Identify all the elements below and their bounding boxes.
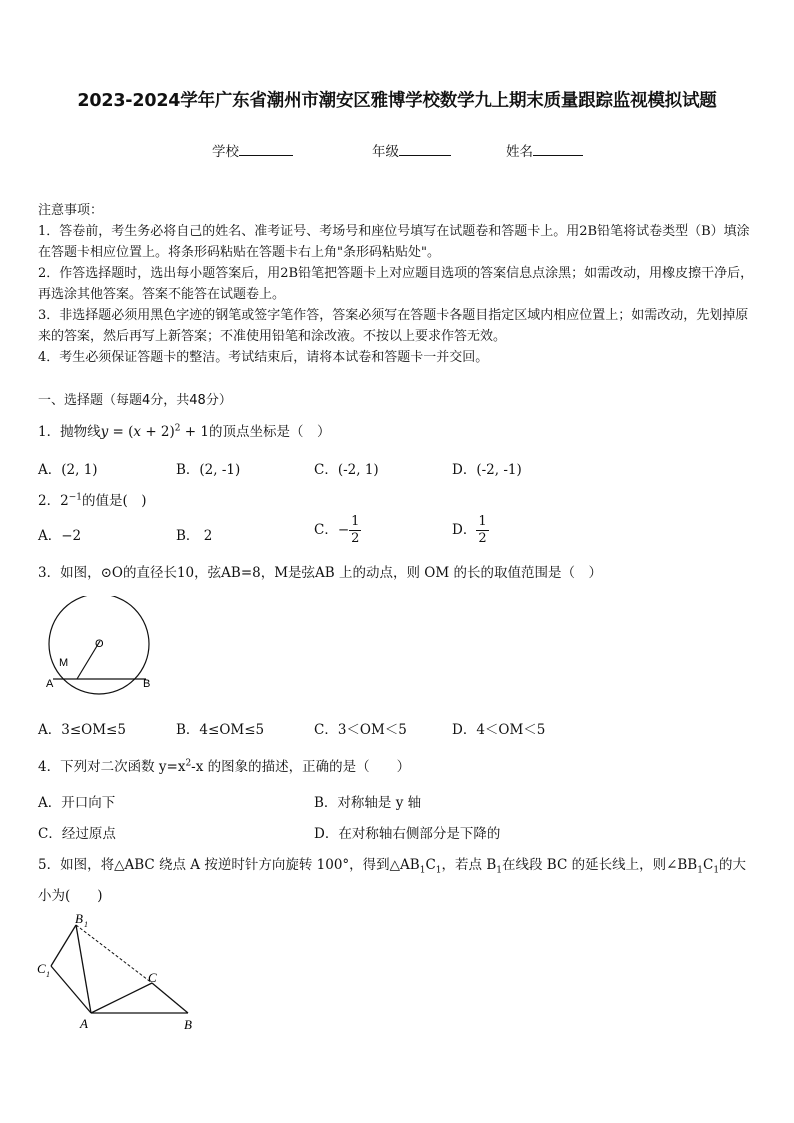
question-2 [38, 489, 147, 509]
q2-option-c-label: C．− [314, 522, 350, 538]
grade-label: 年级 [372, 144, 399, 160]
label-a: A [80, 1016, 88, 1031]
note-item-4: 4．考生必须保证答题卡的整洁。考试结束后，请将本试卷和答题卡一并交回。 [38, 350, 489, 365]
grade-blank [399, 143, 451, 156]
school-blank [239, 143, 293, 156]
note-item-3: 3．非选择题必须用黑色字迹的钢笔或签字笔作答，答案必须写在答题卡各题目指定区域内相应位置上；如需改动，先划掉原来的答案，然后再写上新答案；不准使用铅笔和涂改液。不按以上要求作答无效。 [38, 308, 749, 344]
q5-sub: 1 [713, 865, 720, 876]
notes-heading: 注意事项： [38, 203, 104, 218]
q3-option-d: D．4＜OM＜5 [452, 722, 546, 738]
q5-text-a: 5．如图，将△ABC 绕点 A 按逆时针方向旋转 100°，得到△AB [38, 857, 420, 873]
question-1 [38, 420, 331, 440]
q4-option-a: A．开口向下 [38, 795, 116, 811]
label-c: C [148, 970, 157, 985]
name-label: 姓名 [506, 144, 533, 160]
q2-base: 2 [60, 493, 69, 509]
segment-b1c1 [51, 925, 76, 966]
notes-section [38, 200, 758, 368]
q5-text-d: 在线段 BC 的延长线上，则∠BB [501, 857, 698, 873]
fraction-denominator: 2 [351, 531, 360, 546]
name-field [506, 140, 583, 160]
q5-sub: 1 [697, 865, 703, 876]
segment-cb [152, 983, 188, 1013]
q1-formula-exp: 2 [174, 423, 181, 434]
q1-formula-tail: + 1 [180, 424, 209, 440]
q3-option-b: B．4≤OM≤5 [176, 722, 265, 738]
grade-field [372, 140, 451, 160]
label-b: B [184, 1017, 192, 1032]
q2-option-d-fraction [476, 514, 488, 547]
q2-exp: −1 [68, 492, 82, 503]
q1-formula-rest: + 2) [141, 424, 175, 440]
q2-option-d-label: D． [452, 522, 477, 538]
question-4 [38, 755, 410, 775]
label-m: M [59, 657, 69, 669]
q5-sub: 1 [419, 865, 426, 876]
note-item-1: 1．答卷前，考生务必将自己的姓名、准考证号、考场号和座位号填写在试题卷和答题卡上。用2B铅笔将试卷类型（B）填涂在答题卡相应位置上。将条形码粘贴在答题卡右上角"条形码粘贴处"。 [38, 224, 750, 260]
dashed-extension-b1c [76, 925, 152, 983]
segment-ab1 [76, 925, 91, 1013]
question-3: 3．如图，⊙O的直径长10，弦AB=8，M是弦AB 上的动点，则 OM 的长的取值范围是（ ） [38, 565, 602, 581]
segment-ac1 [51, 966, 91, 1013]
question-5-line-2: 小为( ) [38, 888, 103, 904]
q4-prefix: 4．下列对二次函数 y=x [38, 759, 186, 775]
label-c1-sub: 1 [46, 970, 50, 979]
q2-option-a: A．−2 [38, 528, 82, 544]
q1-formula-y: y [100, 424, 109, 440]
q3-option-c: C．3＜OM＜5 [314, 722, 407, 738]
fraction-numerator: 1 [351, 514, 360, 529]
school-field [212, 140, 293, 160]
label-b1-sub: 1 [84, 920, 88, 929]
label-b: B [143, 678, 151, 690]
q2-prefix: 2． [38, 493, 61, 509]
school-label: 学校 [212, 144, 239, 160]
fraction-denominator: 2 [478, 531, 487, 546]
q1-formula-x: x [133, 424, 142, 440]
q1-suffix: 的顶点坐标是（ ） [209, 424, 331, 440]
name-blank [533, 143, 583, 156]
q5-text-e: C [702, 857, 714, 873]
fraction-numerator: 1 [478, 514, 487, 529]
label-c1: C [37, 961, 46, 976]
q2-option-d [452, 514, 489, 547]
circle-figure [40, 596, 165, 696]
q5-sub: 1 [435, 865, 442, 876]
q1-formula-eq: = ( [108, 424, 134, 440]
label-a: A [46, 678, 54, 690]
q1-prefix: 1．抛物线 [38, 424, 101, 440]
question-5-line-1 [38, 853, 746, 876]
q5-sub: 1 [496, 865, 502, 876]
q4-option-d: D．在对称轴右侧部分是下降的 [314, 826, 501, 842]
label-b1: B [75, 911, 83, 926]
note-item-2: 2．作答选择题时，选出每小题答案后，用2B铅笔把答题卡上对应题目选项的答案信息点涂黑；如需改动，用橡皮擦干净后，再选涂其他答案。答案不能答在试题卷上。 [38, 266, 754, 302]
q1-option-a: A．(2, 1) [38, 462, 98, 478]
section-heading: 一、选择题（每题4分，共48分） [38, 393, 232, 408]
q4-exp: 2 [185, 758, 192, 769]
q5-text-b: C [425, 857, 436, 873]
q4-option-b: B．对称轴是 y 轴 [314, 795, 422, 811]
q5-text-f: 的大 [719, 857, 747, 873]
q1-option-b: B．(2, -1) [176, 462, 241, 478]
q4-suffix: -x 的图象的描述，正确的是（ ） [191, 759, 411, 775]
triangle-figure [34, 908, 204, 1036]
q5-text-c: ，若点 B [441, 857, 497, 873]
q2-suffix: 的值是( ) [81, 493, 147, 509]
q3-option-a: A．3≤OM≤5 [38, 722, 126, 738]
label-o: O [95, 638, 104, 650]
page-title: 2023-2024学年广东省潮州市潮安区雅博学校数学九上期末质量跟踪监视模拟试题 [77, 91, 717, 111]
q2-option-c [314, 514, 361, 547]
q4-option-c: C．经过原点 [38, 826, 116, 842]
q1-option-d: D．(-2, -1) [452, 462, 522, 478]
segment-ac [91, 983, 152, 1013]
q1-option-c: C．(-2, 1) [314, 462, 379, 478]
q2-option-c-fraction [349, 514, 361, 547]
q2-option-b: B． 2 [176, 528, 213, 544]
